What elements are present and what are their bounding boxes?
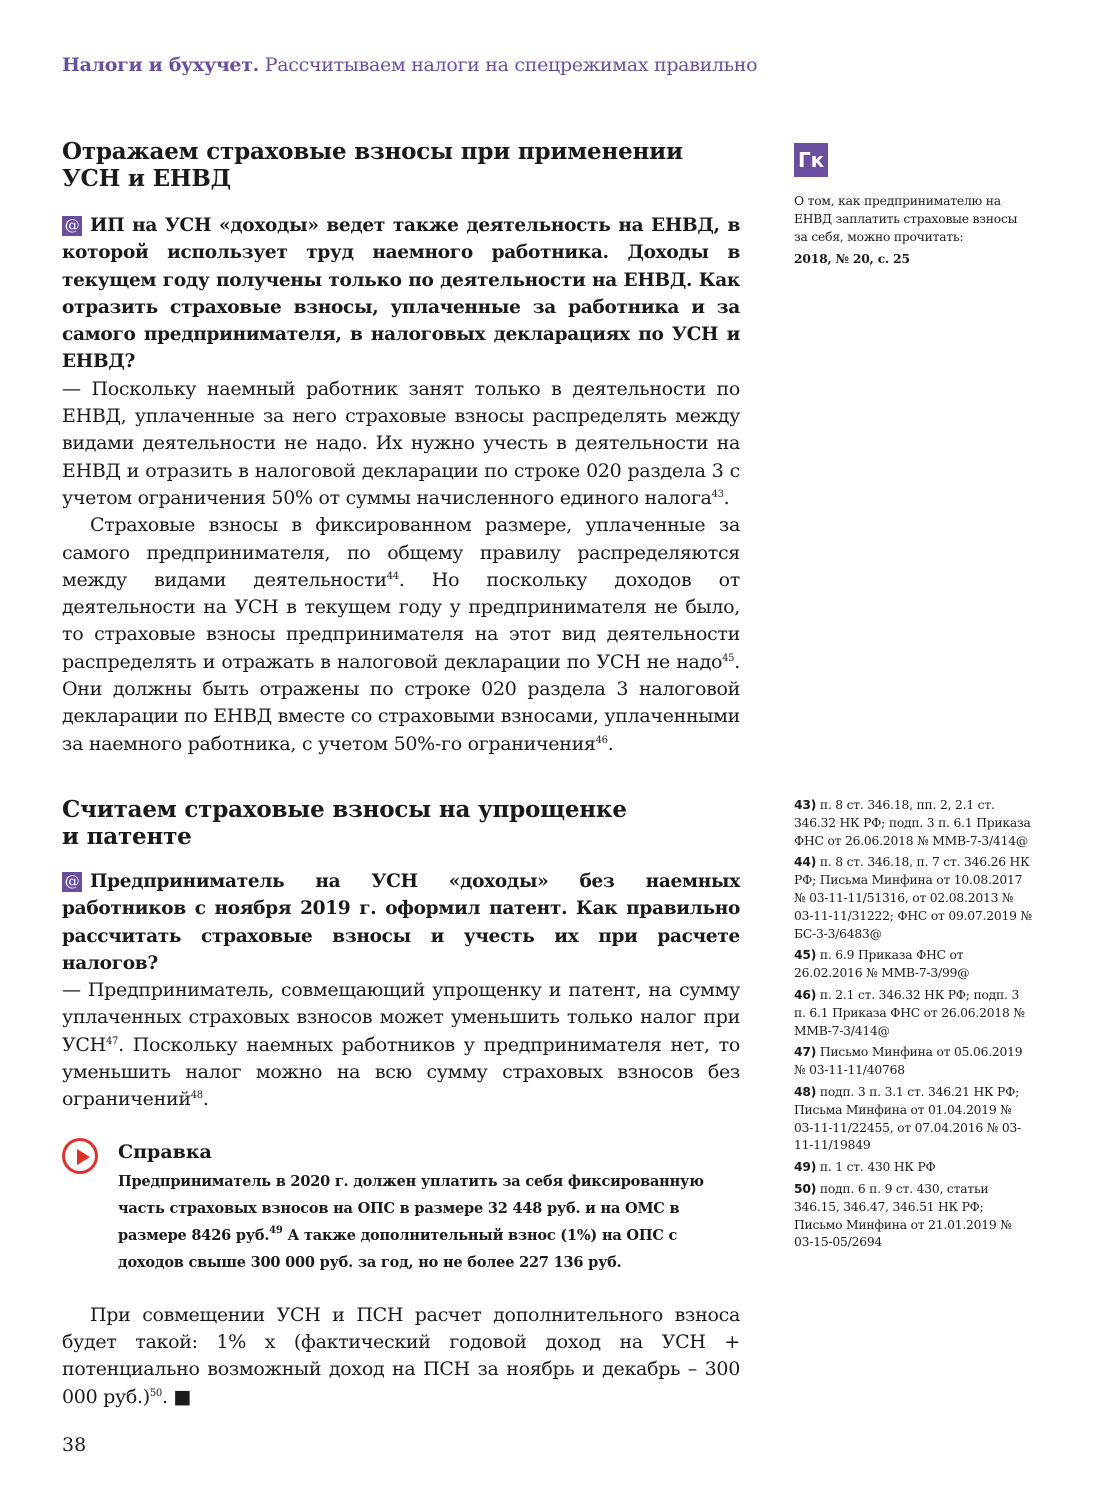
reference-text: Предприниматель в 2020 г. должен уплатить за себя фиксированную часть страховых взносов на ОПС в размере 32 448 руб. и на ОМС в размере 8426 руб.$^{49}$ А также дополнительный взнос (1%) на ОПС с доходов свыше 300 000 руб. за год, но не более 227 136 руб. xyxy=(118,1172,704,1271)
question: @ Предприниматель на УСН «доходы» без наемных работников с ноября 2019 г. оформил патент. Как правильно рассчитать страховые взносы и учесть их при расчете налогов? xyxy=(62,870,740,974)
answer-paragraph: — Поскольку наемный работник занят только в деятельности по ЕНВД, уплаченные за него страховые взносы распределять между видами деятельности не надо. Их нужно учесть в деятельности на ЕНВД и отразить в налоговой декларации по строке 020 раздела 3 с учетом ограничения 50% от суммы начисленного единого налога$^{43}$. xyxy=(62,377,740,509)
footnote-ref: 47 xyxy=(105,1035,119,1047)
final-paragraph: При совмещении УСН и ПСН расчет дополнительного взноса будет такой: 1% х (фактический годовой доход на УСН + потенциально возможный доход на ПСН за ноябрь и декабрь – 300 000 руб.)$^{50}$. ■ xyxy=(62,1303,740,1408)
reference-title: Справка xyxy=(118,1140,212,1163)
footnote-ref: 48 xyxy=(190,1090,203,1102)
footnote-text: п. 8 ст. 346.18, пп. 2, 2.1 ст. 346.32 НК РФ; подп. 3 п. 6.1 Приказа ФНС от 26.06.2018 № ММВ-7-3/414@ xyxy=(794,798,1031,848)
footnote-text: подп. 3 п. 3.1 ст. 346.21 НК РФ; Письма Минфина от 01.04.2019 № 03-11-11/22455, от 07.04.2016 № 03-11-11/19849 xyxy=(794,1084,1022,1153)
footnote xyxy=(794,854,1034,943)
footnote xyxy=(794,947,1034,983)
footnote-text: п. 2.1 ст. 346.32 НК РФ; подп. 3 п. 6.1 Приказа ФНС от 26.06.2018 № ММВ-7-3/414@ xyxy=(794,987,1025,1038)
footnote-text: п. 6.9 Приказа ФНС от 26.02.2016 № ММВ-7-3/99@ xyxy=(794,948,970,981)
footnote-number: 43) xyxy=(794,798,817,812)
footnote-ref: 49 xyxy=(269,1224,283,1236)
sidebar-note-text: О том, как предпринимателю на ЕНВД заплатить страховые взносы за себя, можно прочитать: xyxy=(794,194,1018,244)
footnote xyxy=(794,1159,1034,1177)
footnote-number: 45) xyxy=(794,948,817,963)
footnote-number: 46) xyxy=(794,987,817,1002)
footnote xyxy=(794,987,1034,1040)
footnote-text: Письмо Минфина от 05.06.2019 № 03-11-11/40768 xyxy=(794,1045,1023,1078)
reference-box xyxy=(62,1136,740,1276)
footnote-ref: 43 xyxy=(711,488,724,500)
sidebar-note xyxy=(794,143,1034,268)
article-title: Считаем страховые взносы на упрощенке и патенте xyxy=(62,795,627,850)
footnote-text: подп. 6 п. 9 ст. 430, статьи 346.15, 346.47, 346.51 НК РФ; Письмо Минфина от 21.01.2019 № 03-15-05/2694 xyxy=(794,1181,1012,1250)
footnotes xyxy=(794,797,1034,1256)
running-header xyxy=(62,54,757,76)
magazine-logo: Гк xyxy=(794,143,828,177)
answer-paragraph: — Предприниматель, совмещающий упрощенку и патент, на сумму уплаченных страховых взносов может уменьшить только налог при УСН$^{47}$. Поскольку наемных работников у предпринимателя нет, то уменьшить налог можно на всю сумму страховых взносов без ограничений$^{48}$. xyxy=(62,979,740,1111)
section-subtitle: Рассчитываем налоги на спецрежимах правильно xyxy=(264,54,758,76)
at-icon: @ xyxy=(62,216,82,236)
footnote-text: п. 8 ст. 346.18, п. 7 ст. 346.26 НК РФ; Письма Минфина от 10.08.2017 № 03-11-11/51316, от 02.08.2013 № 03-11-11/31222; ФНС от 09.07.2019 № БС-3-3/6483@ xyxy=(794,855,1032,941)
footnote-number: 50) xyxy=(794,1181,817,1196)
footnote xyxy=(794,1181,1034,1252)
footnote-number: 44) xyxy=(794,855,817,870)
footnote-number: 48) xyxy=(794,1084,817,1099)
sidebar-note-ref: 2018, № 20, с. 25 xyxy=(794,251,910,267)
footnote-text: п. 1 ст. 430 НК РФ xyxy=(819,1160,936,1175)
footnote xyxy=(794,797,1034,850)
at-icon: @ xyxy=(62,872,82,892)
section-name: Налоги и бухучет. xyxy=(62,54,259,76)
question: @ ИП на УСН «доходы» ведет также деятельность на ЕНВД, в которой использует труд наемного работника. Доходы в текущем году получены только по деятельности на ЕНВД. Как отразить страховые взносы, уплаченные за работника и за самого предпринимателя, в налоговых декларациях по УСН и ЕНВД? xyxy=(62,215,740,373)
answer-paragraph: Страховые взносы в фиксированном размере, уплаченные за самого предпринимателя, по общему правилу распределяются между видами деятельности$^{44}$. Но поскольку доходов от деятельности на УСН в текущем году у предпринимателя не было, то страховые взносы предпринимателя на этот вид деятельности распределять и отражать в налоговой декларации по УСН не надо$^{45}$. Они должны быть отражены по строке 020 раздела 3 налоговой декларации по ЕНВД вместе со страховыми взносами, уплаченными за наемного работника, с учетом 50%-го ограничения$^{46}$. xyxy=(62,514,741,755)
footnote-ref: 50 xyxy=(149,1387,162,1399)
footnote-number: 47) xyxy=(794,1045,817,1060)
play-icon xyxy=(62,1138,98,1174)
footnote xyxy=(794,1044,1034,1080)
main-column xyxy=(62,138,740,1411)
page-number: 38 xyxy=(62,1434,87,1456)
footnote-number: 49) xyxy=(794,1160,817,1175)
footnote xyxy=(794,1084,1034,1155)
footnote-ref: 45 xyxy=(722,652,735,664)
footnote-ref: 46 xyxy=(595,734,608,746)
article-title: Отражаем страховые взносы при применении УСН и ЕНВД xyxy=(62,138,683,192)
footnote-ref: 44 xyxy=(386,570,399,582)
